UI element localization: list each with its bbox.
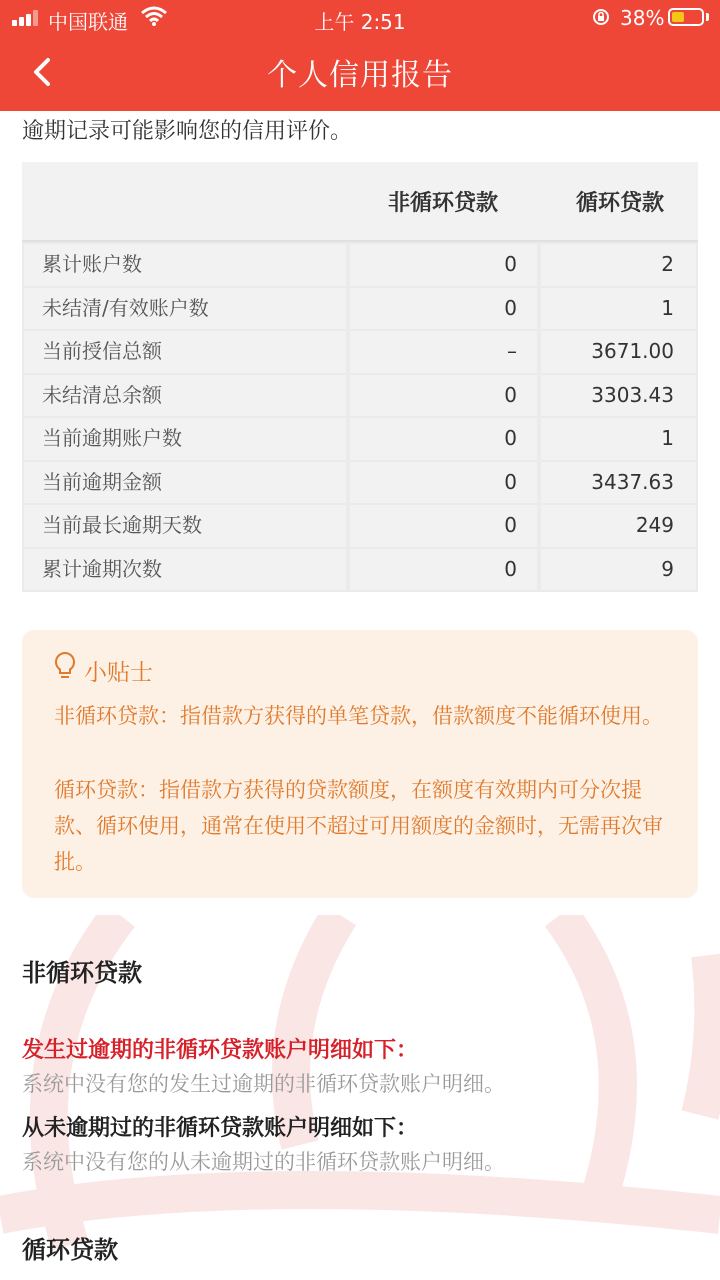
row-label: 累计逾期次数 (24, 549, 346, 591)
table-row (22, 549, 698, 591)
non-revolving-value: 0 (350, 462, 537, 504)
page-title: 个人信用报告 (267, 58, 453, 93)
battery-icon (668, 8, 704, 26)
overdue-accounts-empty-text: 系统中没有您的发生过逾期的非循环贷款账户明细。 (22, 1072, 505, 1096)
row-label: 累计账户数 (24, 244, 346, 286)
column-header-revolving: 循环贷款 (575, 191, 664, 216)
revolving-value: 3303.43 (541, 375, 696, 417)
non-revolving-value: 0 (350, 505, 537, 547)
row-label: 未结清总余额 (24, 375, 346, 417)
non-revolving-value: – (350, 331, 537, 373)
row-label: 未结清/有效账户数 (24, 288, 346, 330)
revolving-value: 3437.63 (541, 462, 696, 504)
section-title-revolving: 循环贷款 (22, 1236, 118, 1264)
row-label: 当前最长逾期天数 (24, 505, 346, 547)
row-label: 当前逾期账户数 (24, 418, 346, 460)
non-revolving-value: 0 (350, 244, 537, 286)
overdue-accounts-title: 发生过逾期的非循环贷款账户明细如下： (22, 1038, 419, 1063)
table-row (22, 505, 698, 547)
carrier-name: 中国联通 (48, 10, 128, 34)
column-header-non-revolving: 非循环贷款 (387, 191, 498, 216)
row-label: 当前逾期金额 (24, 462, 346, 504)
never-overdue-accounts-title: 从未逾期过的非循环贷款账户明细如下： (22, 1116, 419, 1141)
row-label: 当前授信总额 (24, 331, 346, 373)
non-revolving-value: 0 (350, 288, 537, 330)
table-row (22, 331, 698, 373)
revolving-value: 1 (541, 418, 696, 460)
lightbulb-icon (52, 650, 78, 682)
app-header (0, 0, 720, 111)
table-header (22, 162, 698, 242)
revolving-value: 2 (541, 244, 696, 286)
revolving-value: 9 (541, 549, 696, 591)
non-revolving-value: 0 (350, 375, 537, 417)
rotation-lock-icon (592, 8, 610, 26)
tip-revolving: 循环贷款：指借款方获得的贷款额度，在额度有效期内可分次提款、循环使用，通常在使用不超过可用额度的金额时，无需再次审批。 (54, 778, 663, 874)
table-row (22, 288, 698, 330)
tips-title: 小贴士 (84, 660, 153, 686)
revolving-value: 3671.00 (541, 331, 696, 373)
tip-non-revolving: 非循环贷款：指借款方获得的单笔贷款，借款额度不能循环使用。 (54, 704, 663, 728)
clock: 上午 2:51 (314, 10, 406, 34)
table-row (22, 418, 698, 460)
tips-card (22, 630, 698, 898)
loan-summary-table (22, 162, 698, 592)
never-overdue-accounts-empty-text: 系统中没有您的从未逾期过的非循环贷款账户明细。 (22, 1150, 505, 1174)
battery-percent: 38% (620, 6, 665, 30)
table-row (22, 375, 698, 417)
section-title-non-revolving: 非循环贷款 (22, 959, 142, 987)
table-row (22, 244, 698, 286)
non-revolving-value: 0 (350, 549, 537, 591)
battery-tip (706, 13, 709, 21)
revolving-value: 1 (541, 288, 696, 330)
intro-text: 逾期记录可能影响您的信用评价。 (22, 119, 353, 144)
non-revolving-value: 0 (350, 418, 537, 460)
table-row (22, 462, 698, 504)
revolving-value: 249 (541, 505, 696, 547)
status-bar (0, 0, 720, 36)
